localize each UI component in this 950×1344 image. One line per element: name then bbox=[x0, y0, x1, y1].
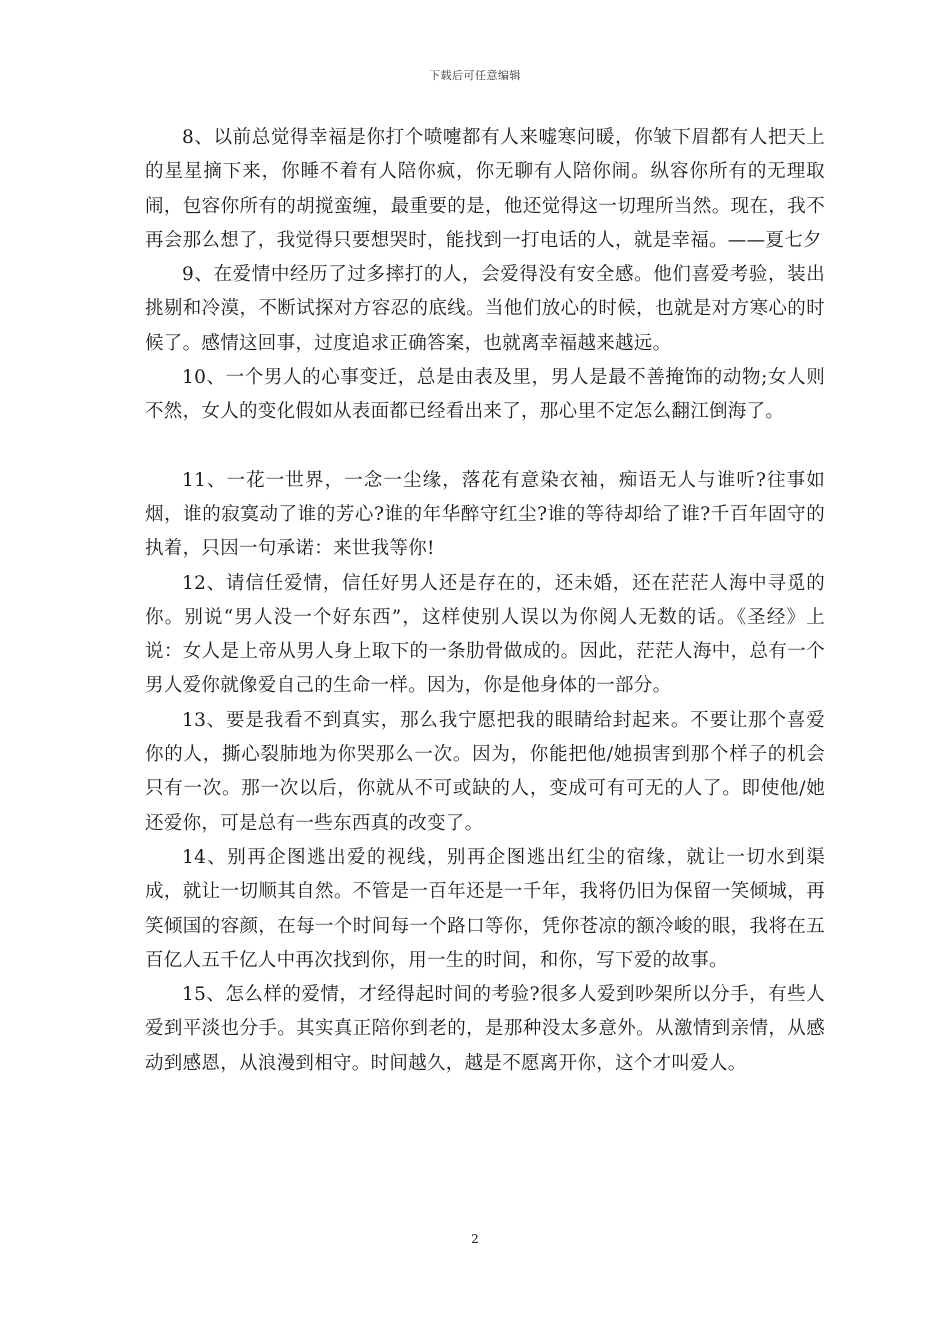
paragraph-11: 11、一花一世界，一念一尘缘，落花有意染衣袖，痴语无人与谁听?往事如烟，谁的寂寞动了谁的芳心?谁的年华醉守红尘?谁的等待却给了谁?千百年固守的执着，只因一句承诺：来世我等你! bbox=[145, 469, 825, 560]
paragraph-spacer bbox=[145, 430, 825, 464]
page-number: 2 bbox=[471, 1232, 479, 1246]
page-header: 下载后可任意编辑 bbox=[429, 69, 521, 82]
paragraph-13: 13、要是我看不到真实，那么我宁愿把我的眼睛给封起来。不要让那个喜爱你的人，撕心裂肺地为你哭那么一次。因为，你能把他/她损害到那个样子的机会只有一次。那一次以后，你就从不可或缺的人，变成可有可无的人了。即使他/她还爱你，可是总有一些东西真的改变了。 bbox=[145, 709, 825, 834]
paragraph-15: 15、怎么样的爱情，才经得起时间的考验?很多人爱到吵架所以分手，有些人爱到平淡也分手。其实真正陪你到老的，是那种没太多意外。从激情到亲情，从感动到感恩，从浪漫到相守。时间越久，越是不愿离开你，这个才叫爱人。 bbox=[145, 984, 825, 1074]
paragraph-12: 12、请信任爱情，信任好男人还是存在的，还未婚，还在茫茫人海中寻觅的你。别说“男人没一个好东西”，这样使别人误以为你阅人无数的话。《圣经》上说：女人是上帝从男人身上取下的一条肋骨做成的。因此，茫茫人海中，总有一个男人爱你就像爱自己的生命一样。因为，你是他身体的一部分。 bbox=[145, 572, 825, 697]
paragraph-14: 14、别再企图逃出爱的视线，别再企图逃出红尘的宿缘，就让一切水到渠成，就让一切顺其自然。不管是一百年还是一千年，我将仍旧为保留一笑倾城，再笑倾国的容颜，在每一个时间每一个路口等你，凭你苍凉的额冷峻的眼，我将在五百亿人五千亿人中再次找到你，用一生的时间，和你，写下爱的故事。 bbox=[145, 846, 825, 971]
document-body bbox=[145, 121, 825, 1081]
paragraph-10: 10、一个男人的心事变迁，总是由表及里，男人是最不善掩饰的动物;女人则不然，女人的变化假如从表面都已经看出来了，那心里不定怎么翻江倒海了。 bbox=[145, 367, 825, 423]
paragraph-9: 9、在爱情中经历了过多摔打的人，会爱得没有安全感。他们喜爱考验，装出挑剔和冷漠，不断试探对方容忍的底线。当他们放心的时候，也就是对方寒心的时候了。感情这回事，过度追求正确答案，也就离幸福越来越远。 bbox=[145, 264, 825, 354]
paragraph-8: 8、以前总觉得幸福是你打个喷嚏都有人来嘘寒问暖，你皱下眉都有人把天上的星星摘下来，你睡不着有人陪你疯，你无聊有人陪你闹。纵容你所有的无理取闹，包容你所有的胡搅蛮缠，最重要的是，他还觉得这一切理所当然。现在，我不再会那么想了，我觉得只要想哭时，能找到一打电话的人，就是幸福。——夏七夕 bbox=[145, 127, 825, 251]
